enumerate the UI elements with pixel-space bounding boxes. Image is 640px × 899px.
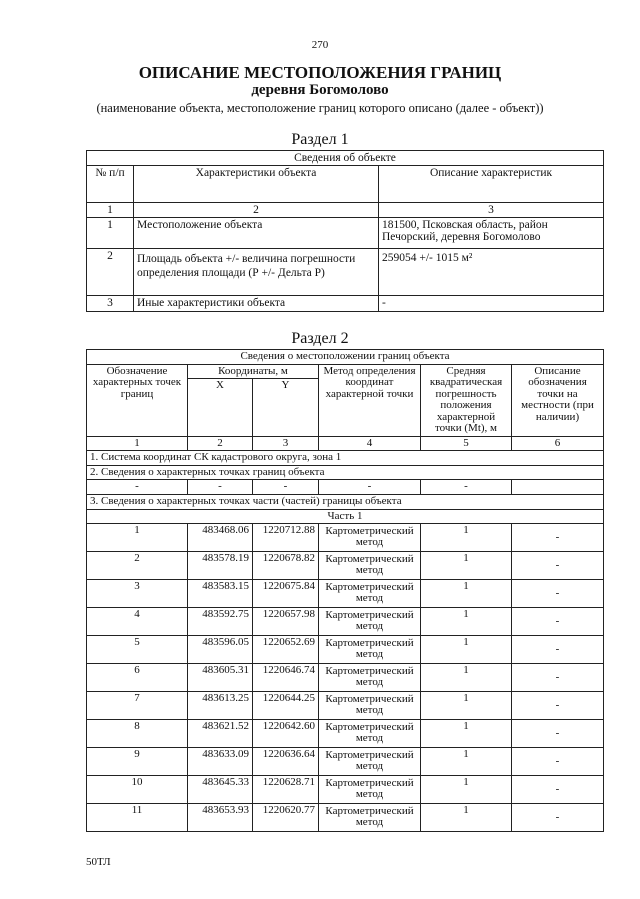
point-number: 10 (87, 776, 188, 804)
point-x: 483645.33 (188, 776, 253, 804)
point-x: 483468.06 (188, 524, 253, 552)
point-number: 9 (87, 748, 188, 776)
point-x: 483653.93 (188, 804, 253, 832)
table-row (87, 664, 604, 692)
row-num: 3 (87, 296, 134, 312)
point-error: 1 (421, 776, 512, 804)
table-row (87, 804, 604, 832)
point-x: 483605.31 (188, 664, 253, 692)
colnum-3: 3 (379, 203, 604, 218)
object-info-table (86, 150, 604, 312)
point-error: 1 (421, 692, 512, 720)
point-x: 483596.05 (188, 636, 253, 664)
header-num: № п/п (87, 166, 134, 203)
point-description: - (512, 692, 604, 720)
table-row (87, 608, 604, 636)
point-method: Картометрический метод (319, 580, 421, 608)
point-method: Картометрический метод (319, 748, 421, 776)
point-description: - (512, 608, 604, 636)
point-x: 483613.25 (188, 692, 253, 720)
point-y: 1220675.84 (253, 580, 319, 608)
point-error: 1 (421, 552, 512, 580)
colnum-6: 6 (512, 436, 604, 451)
point-error: 1 (421, 664, 512, 692)
point-x: 483583.15 (188, 580, 253, 608)
coordinate-system-row: 1. Система координат СК кадастрового округа, зона 1 (87, 451, 604, 466)
table-row (87, 692, 604, 720)
point-y: 1220628.71 (253, 776, 319, 804)
point-error: 1 (421, 524, 512, 552)
header-designation: Обозначение характерных точек границ (87, 364, 188, 436)
point-description: - (512, 804, 604, 832)
point-error: 1 (421, 580, 512, 608)
boundary-points-table (86, 349, 604, 832)
point-error: 1 (421, 804, 512, 832)
row-characteristic: Площадь объекта +/- величина погрешности определения площади (Р +/- Дельта Р) (134, 249, 379, 296)
dash-cell: - (188, 480, 253, 495)
point-method: Картометрический метод (319, 524, 421, 552)
dash-cell: - (87, 480, 188, 495)
point-number: 5 (87, 636, 188, 664)
table-row (87, 296, 604, 312)
point-y: 1220642.60 (253, 720, 319, 748)
point-x: 483578.19 (188, 552, 253, 580)
point-error: 1 (421, 720, 512, 748)
point-method: Картометрический метод (319, 636, 421, 664)
object-info-table-title: Сведения об объекте (87, 151, 604, 166)
table-row (87, 249, 604, 296)
page-number: 270 (311, 39, 329, 51)
header-method: Метод определения координат характерной точки (319, 364, 421, 436)
footer-code: 50ТЛ (86, 856, 111, 868)
point-description: - (512, 776, 604, 804)
point-method: Картометрический метод (319, 720, 421, 748)
row-description: 259054 +/- 1015 м² (379, 249, 604, 296)
row-num: 1 (87, 218, 134, 249)
points-list (87, 524, 604, 832)
colnum-4: 4 (319, 436, 421, 451)
dash-cell (512, 480, 604, 495)
point-x: 483633.09 (188, 748, 253, 776)
header-error: Средняя квадратическая погрешность положения характерной точки (Mt), м (421, 364, 512, 436)
point-method: Картометрический метод (319, 664, 421, 692)
boundary-table-title: Сведения о местоположении границ объекта (87, 350, 604, 365)
colnum-1: 1 (87, 436, 188, 451)
header-description: Описание характеристик (379, 166, 604, 203)
point-x: 483621.52 (188, 720, 253, 748)
point-y: 1220620.77 (253, 804, 319, 832)
point-number: 8 (87, 720, 188, 748)
point-x: 483592.75 (188, 608, 253, 636)
table-row (87, 552, 604, 580)
point-number: 11 (87, 804, 188, 832)
table-row (87, 580, 604, 608)
point-number: 3 (87, 580, 188, 608)
point-error: 1 (421, 608, 512, 636)
point-error: 1 (421, 636, 512, 664)
point-description: - (512, 552, 604, 580)
section-2-heading: Раздел 2 (291, 330, 349, 347)
point-number: 6 (87, 664, 188, 692)
dash-cell: - (421, 480, 512, 495)
point-y: 1220678.82 (253, 552, 319, 580)
header-coordinates: Координаты, м (188, 364, 319, 379)
header-y: Y (253, 379, 319, 436)
section-1-heading: Раздел 1 (291, 131, 349, 148)
row-description: 181500, Псковская область, район Печорский, деревня Богомолово (379, 218, 604, 249)
table-row (87, 524, 604, 552)
point-y: 1220652.69 (253, 636, 319, 664)
document-subtitle: деревня Богомолово (251, 82, 389, 98)
header-characteristics: Характеристики объекта (134, 166, 379, 203)
part-label: Часть 1 (87, 509, 604, 524)
point-method: Картометрический метод (319, 692, 421, 720)
table-row (87, 720, 604, 748)
point-number: 2 (87, 552, 188, 580)
point-y: 1220712.88 (253, 524, 319, 552)
point-y: 1220636.64 (253, 748, 319, 776)
point-number: 7 (87, 692, 188, 720)
colnum-3: 3 (253, 436, 319, 451)
point-description: - (512, 748, 604, 776)
table-row (87, 218, 604, 249)
colnum-5: 5 (421, 436, 512, 451)
point-y: 1220657.98 (253, 608, 319, 636)
point-description: - (512, 636, 604, 664)
colnum-1: 1 (87, 203, 134, 218)
point-y: 1220646.74 (253, 664, 319, 692)
point-description: - (512, 580, 604, 608)
document-description: (наименование объекта, местоположение границ которого описано (далее - объект)) (96, 101, 544, 115)
point-method: Картометрический метод (319, 776, 421, 804)
point-description: - (512, 524, 604, 552)
boundary-points-row: 2. Сведения о характерных точках границ объекта (87, 465, 604, 480)
table-row (87, 748, 604, 776)
point-error: 1 (421, 748, 512, 776)
row-description: - (379, 296, 604, 312)
point-method: Картометрический метод (319, 804, 421, 832)
point-description: - (512, 664, 604, 692)
point-method: Картометрический метод (319, 608, 421, 636)
row-num: 2 (87, 249, 134, 296)
row-characteristic: Иные характеристики объекта (134, 296, 379, 312)
dash-cell: - (319, 480, 421, 495)
boundary-parts-row: 3. Сведения о характерных точках части (частей) границы объекта (87, 494, 604, 509)
point-description: - (512, 720, 604, 748)
table-row (87, 776, 604, 804)
table-row (87, 636, 604, 664)
colnum-2: 2 (134, 203, 379, 218)
row-characteristic: Местоположение объекта (134, 218, 379, 249)
point-method: Картометрический метод (319, 552, 421, 580)
header-point-description: Описание обозначения точки на местности (при наличии) (512, 364, 604, 436)
header-x: X (188, 379, 253, 436)
document-title: ОПИСАНИЕ МЕСТОПОЛОЖЕНИЯ ГРАНИЦ (138, 63, 502, 82)
point-y: 1220644.25 (253, 692, 319, 720)
dash-cell: - (253, 480, 319, 495)
point-number: 4 (87, 608, 188, 636)
colnum-2: 2 (188, 436, 253, 451)
point-number: 1 (87, 524, 188, 552)
